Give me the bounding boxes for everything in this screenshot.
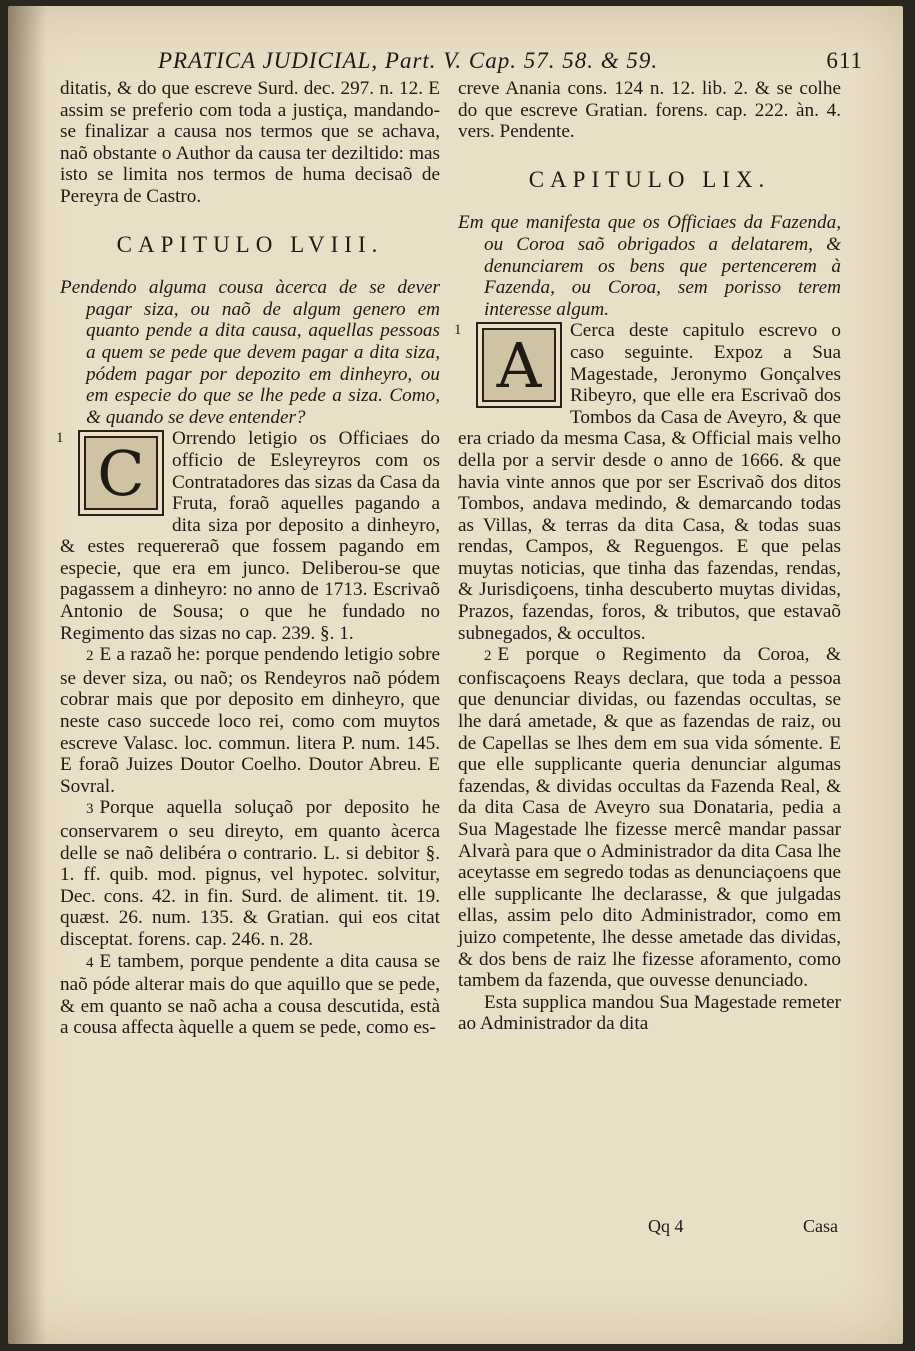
- paragraph-text: E porque o Regimento da Coroa, & confiscaçoens Reays declara, que toda a pessoa que denunciar dividas, ou fazendas occultas, se lhe dará ametade, & que as fazendas de raiz, ou de Capellas se lhes dem em sua vida sómente. E que elle supplicante queria denunciar algumas fazendas, & dividas occultas da Fazenda Real, & da dita Casa de Aveyro sua Donataria, pedia a Sua Magestade lhe fizesse mercê mandar passar Alvarà para que o Administrador da dita Casa lhe aceytasse em segredo todas as denunciaçoens que elle supplicante lhe declarasse, & que julgadas ellas, assim pelo dito Administrador, como em juizo competente, lhe desse ametade das dividas, & dos bens de raiz lhe fizesse aforamento, como tambem da fazenda, que ouvesse denunciado.: [458, 644, 841, 992]
- page-footer: [648, 1216, 838, 1237]
- page-gutter-shadow: [8, 6, 46, 1344]
- right-continuation-text: creve Anania cons. 124 n. 12. lib. 2. & se colhe do que escreve Gratian. forens. cap. 222. àn. 4. vers. Pendente.: [458, 78, 841, 143]
- chapter-58-summary: Pendendo alguma cousa àcerca de se dever pagar siza, ou naõ de algum genero em quanto pende a dita causa, aquellas pessoas a quem se pede que devem pagar a dita siza, pódem pagar por depozito em dinheyro, ou em especie do que se lhe pede a siza. Como, & quando se deve entender?: [60, 277, 440, 428]
- chapter-heading-59: CAPITULO LIX.: [528, 166, 771, 192]
- paragraph-number: 2: [484, 648, 492, 665]
- paragraph-text: Cerca deste capitulo escrevo o caso seguinte. Expoz a Sua Magestade, Jeronymo Gonçalves Ribeyro, que elle era Escrivaõ dos Tombos da Casa de Aveyro, & que era criado da mesma Casa, & Official mais velho della por a servir desde o anno de 1666. & que havia vinte annos que por ser Escrivaõ dos ditos Tombos, andava medindo, & demarcando todas as Villas, & terras da dita Casa, & todas suas rendas, Campos, & Reguengos. E que pelas muytas noticias, que tinha das fazendas, rendas, & Jurisdiçoens, tinha descuberto muytas dividas, Prazos, fazendas, foros, & tributos, que estavaõ subnegados, & occultos.: [458, 320, 841, 644]
- right-column: [454, 78, 841, 1035]
- chapter-58-paragraph-4: [60, 951, 440, 1039]
- catchword: Casa: [803, 1216, 838, 1236]
- left-column: [56, 78, 441, 1039]
- page-number: 611: [826, 48, 863, 73]
- running-header: [68, 48, 863, 78]
- chapter-59-summary: Em que manifesta que os Officiaes da Fazenda, ou Coroa saõ obrigados a delatarem, & denunciarem os bens que pertencerem à Fazenda, ou Coroa, sem porisso terem interesse algum.: [458, 212, 841, 320]
- chapter-59-paragraph-1: [454, 320, 841, 644]
- chapter-59-paragraph-3: [458, 992, 841, 1035]
- paragraph-text: Orrendo letigio os Officiaes do officio de Esleyreyros com os Contratadores das sizas da Casa da Fruta, foraõ aquelles pagando a dita siza por deposito a dinheyro, & estes requereraõ que fossem pagando em especie, que era em junco. Deliberou-se que pagassem a dinheyro: no anno de 1713. Escrivaõ Antonio de Sousa; o que he fundado no Regimento das sizas no cap. 239. §. 1.: [60, 428, 441, 644]
- paragraph-number: 1: [454, 322, 462, 339]
- paragraph-number: 3: [86, 801, 94, 818]
- paragraph-text: E tambem, porque pendente a dita causa se naõ póde alterar mais do que aquillo que se pede, & em quanto se naõ acha a cousa descutida, està a cousa affecta àquelle a quem se pede, como es-: [60, 950, 440, 1039]
- chapter-heading-58: CAPITULO LVIII.: [116, 231, 384, 257]
- chapter-58-paragraph-3: [60, 797, 440, 950]
- left-continuation-text: ditatis, & do que escreve Surd. dec. 297. n. 12. E assim se preferio com toda a justiça, mandando-se finalizar a causa nos termos que se achava, naõ obstante o Author da causa ter deziltido: mas isto se limita nos termos de huma decisaõ de Pereyra de Castro.: [60, 78, 440, 207]
- chapter-58-paragraph-2: [60, 644, 440, 797]
- decorated-initial-a: A: [476, 322, 562, 408]
- signature-mark: Qq 4: [648, 1216, 684, 1236]
- paragraph-number: 2: [86, 648, 94, 665]
- paragraph-number: 1: [56, 430, 64, 447]
- paragraph-text: Esta supplica mandou Sua Magestade remeter ao Administrador da dita: [458, 991, 841, 1035]
- chapter-58-paragraph-1: [56, 428, 441, 644]
- paragraph-text: Porque aquella soluçaõ por deposito he conservarem o seu direyto, em quanto àcerca delle se naõ delibéra o contrario. L. si debitor §. 1. ff. quib. mod. pignus, vel hypotec. solvitur, Dec. cons. 42. in fin. Surd. de aliment. tit. 19. quæst. 26. num. 135. & Gratian. qui eos citat disceptat. forens. cap. 246. n. 28.: [60, 797, 440, 950]
- paragraph-text: E a razaõ he: porque pendendo letigio sobre se dever siza, ou naõ; os Rendeyros naõ pódem cobrar mais que por deposito em dinheyro, que neste caso succede loco rei, como com muytos escreve Valasc. loc. commun. litera P. num. 145. E foraõ Juizes Doutor Coelho. Doutor Abreu. E Sovral.: [60, 644, 440, 797]
- paragraph-number: 4: [86, 954, 94, 971]
- book-page: [8, 6, 903, 1344]
- running-title: PRATICA JUDICIAL, Part. V. Cap. 57. 58. & 59.: [158, 48, 659, 73]
- chapter-59-paragraph-2: [458, 644, 841, 992]
- decorated-initial-c: C: [78, 430, 164, 516]
